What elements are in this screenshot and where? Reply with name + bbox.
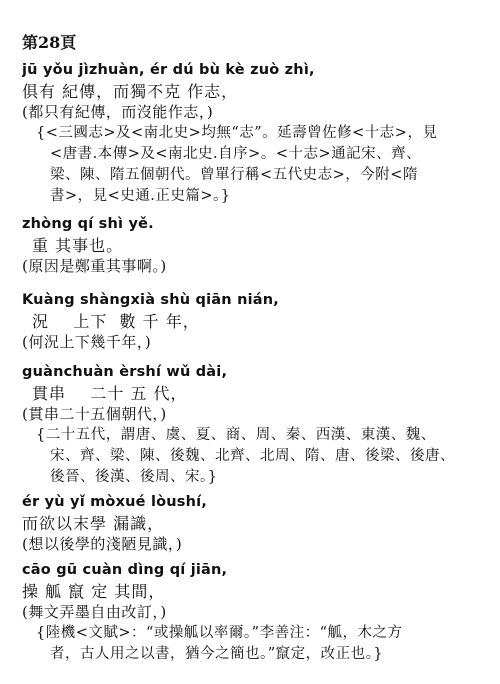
note-line: {陸機<文賦>：“或操觚以率爾。”李善注：“觚，木之方 <box>36 625 403 641</box>
entry-2 <box>22 214 492 277</box>
entry-3 <box>22 290 492 353</box>
translation-line: (舞文弄墨自由改訂，) <box>22 603 167 621</box>
pinyin-line: cāo gū cuàn dìng qí jiān, <box>22 562 228 578</box>
note-line: <唐書.本傳>及<南北史.自序>。<十志>通記宋、齊、 <box>50 146 422 162</box>
hanzi-line: 貫串 二十 五 代， <box>32 384 188 403</box>
hanzi-line: 重 其事也。 <box>32 236 124 255</box>
hanzi-line: 操 觚 竄 定 其間， <box>22 582 166 601</box>
translation-line: (想以後學的淺陋見識，) <box>22 535 183 553</box>
entry-5 <box>22 492 492 555</box>
pinyin-line: zhòng qí shì yě. <box>22 216 154 232</box>
note-line: 宋、齊、梁、陳、後魏、北齊、北周、隋、唐、後梁、後唐、 <box>50 448 455 464</box>
translation-line: (何況上下幾千年，) <box>22 333 152 351</box>
translation-line: (原因是鄭重其事啊。) <box>22 257 167 275</box>
translation-line: (都只有紀傳，而沒能作志，) <box>22 103 214 121</box>
pinyin-line: jū yǒu jìzhuàn, ér dú bù kè zuò zhì, <box>22 62 315 78</box>
pinyin-line: ér yù yǐ mòxué lòushí, <box>22 494 208 510</box>
note-line: 後晉、後漢、後周、宋。} <box>50 469 218 485</box>
entry-4 <box>22 362 492 488</box>
hanzi-line: 俱有 紀傳，而獨不克 作志， <box>22 82 239 101</box>
pinyin-line: Kuàng shàngxià shù qiān nián, <box>22 292 279 308</box>
note-line: {二十五代，謂唐、虞、夏、商、周、秦、西漢、東漢、魏、 <box>36 427 436 443</box>
note-line: 書>，見<史通.正史篇>。} <box>50 188 231 204</box>
note-line: {<三國志>及<南北史>均無“志”。延壽曾佐修<十志>，見 <box>36 125 438 141</box>
hanzi-line: 況 上下 數 千 年， <box>32 312 200 331</box>
hanzi-line: 而欲以末學 漏識， <box>22 514 165 533</box>
pinyin-line: guànchuàn èrshí wǔ dài, <box>22 364 228 380</box>
note-line: 者，古人用之以書，猶今之簡也。”竄定，改正也。} <box>50 646 384 662</box>
page-number-label: 第28頁 <box>22 33 77 52</box>
entry-1 <box>22 60 492 207</box>
translation-line: (貫串二十五個朝代，) <box>22 405 167 423</box>
entry-6 <box>22 560 492 665</box>
note-line: 梁、陳、隋五個朝代。曾單行稱<五代史志>，今附<隋 <box>50 167 418 183</box>
